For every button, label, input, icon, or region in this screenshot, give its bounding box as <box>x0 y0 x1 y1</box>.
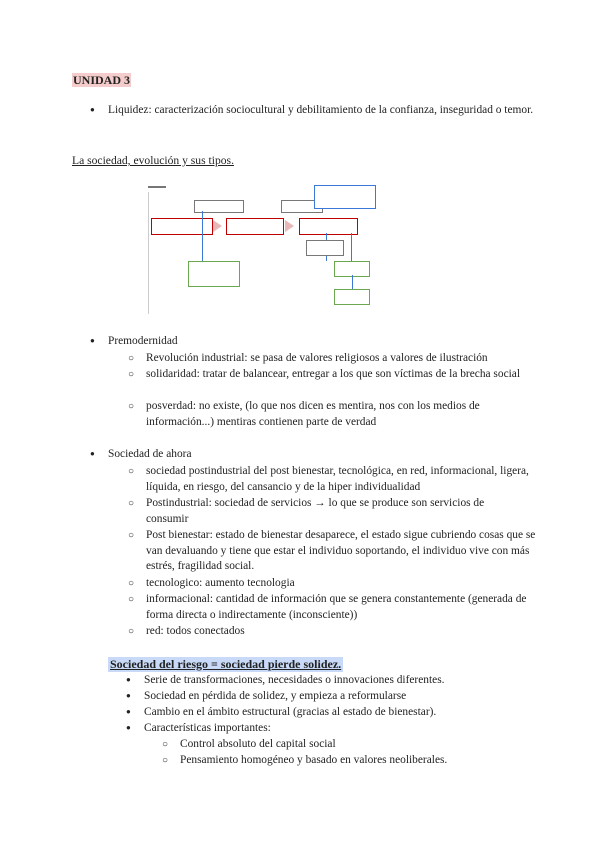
circle-bullet-icon <box>128 624 146 640</box>
intro-bullet-text: Liquidez: caracterización sociocultural y debilitamiento de la confianza, inseguridad o temor. <box>108 104 534 116</box>
unit-heading: UNIDAD 3 <box>73 73 130 87</box>
sociedad-ahora-bullet: ● Sociedad de ahora <box>90 447 540 463</box>
circle-bullet-icon <box>128 367 146 383</box>
list-item: ○ posverdad: no existe, (lo que nos dicen es mentira, nos con los medios de información...) mentiras contienen parte de verdad <box>128 399 528 430</box>
diagram-border <box>148 192 149 314</box>
connector-line <box>202 211 203 261</box>
list-item: ● Características importantes: <box>126 721 546 737</box>
bullet-icon <box>126 689 144 705</box>
list-item: ● Serie de transformaciones, necesidades o innovaciones diferentes. <box>126 673 546 689</box>
bullet-icon <box>126 721 144 737</box>
list-item: ○ red: todos conectados <box>128 624 528 640</box>
bullet-icon <box>90 334 108 350</box>
diagram-mark <box>148 186 166 188</box>
circle-bullet-icon <box>128 592 146 623</box>
list-item: ○ Control absoluto del capital social <box>162 737 542 753</box>
connector-line <box>352 275 353 289</box>
connector-line <box>351 233 352 261</box>
bullet-icon <box>126 673 144 689</box>
bullet-icon <box>90 447 108 463</box>
diagram-box <box>334 289 370 305</box>
list-item: ○ Post bienestar: estado de bienestar desaparece, el estado sigue cubriendo cosas que se van devaluando y tiene que estar el individuo soportando, el individuo vive con más estrés, fragilidad social. <box>128 528 538 575</box>
diagram-box <box>188 261 240 287</box>
arrow-icon <box>285 220 294 232</box>
list-item: ○ Postindustrial: sociedad de servicios → lo que se produce son servicios de consumir <box>128 496 528 527</box>
diagram-box <box>226 218 284 235</box>
list-item: ○ Pensamiento homogéneo y basado en valores neoliberales. <box>162 753 542 769</box>
circle-bullet-icon <box>128 528 146 575</box>
section-title: La sociedad, evolución y sus tipos. <box>72 154 234 167</box>
list-item: ○ solidaridad: tratar de balancear, entregar a los que son víctimas de la brecha social <box>128 367 528 383</box>
diagram-box <box>306 240 344 256</box>
circle-bullet-icon <box>128 496 146 527</box>
circle-bullet-icon <box>162 737 180 753</box>
intro-bullet <box>90 103 540 119</box>
circle-bullet-icon <box>162 753 180 769</box>
list-item: ○ Revolución industrial: se pasa de valores religiosos a valores de ilustración <box>128 351 528 367</box>
arrow-icon <box>213 220 222 232</box>
risk-section-title: Sociedad del riesgo = sociedad pierde solidez. <box>110 657 342 671</box>
list-item: ○ tecnologico: aumento tecnologia <box>128 576 528 592</box>
list-item: ● Cambio en el ámbito estructural (gracias al estado de bienestar). <box>126 705 546 721</box>
diagram-box <box>299 218 358 235</box>
circle-bullet-icon <box>128 399 146 430</box>
list-item: ○ sociedad postindustrial del post bienestar, tecnológica, en red, informacional, ligera, líquida, en riesgo, del cansancio y de la hiper individualidad <box>128 464 533 495</box>
society-evolution-diagram <box>146 182 390 316</box>
bullet-icon <box>126 705 144 721</box>
diagram-box <box>314 185 376 209</box>
bullet-icon <box>90 103 108 119</box>
list-item: ○ informacional: cantidad de información que se genera constantemente (generada de forma directa o indirectamente (inconsciente)) <box>128 592 528 623</box>
circle-bullet-icon <box>128 351 146 367</box>
list-item: ● Sociedad en pérdida de solidez, y empieza a reformularse <box>126 689 546 705</box>
premodernidad-bullet: ● Premodernidad <box>90 334 540 350</box>
circle-bullet-icon <box>128 576 146 592</box>
diagram-box <box>151 218 213 235</box>
circle-bullet-icon <box>128 464 146 495</box>
